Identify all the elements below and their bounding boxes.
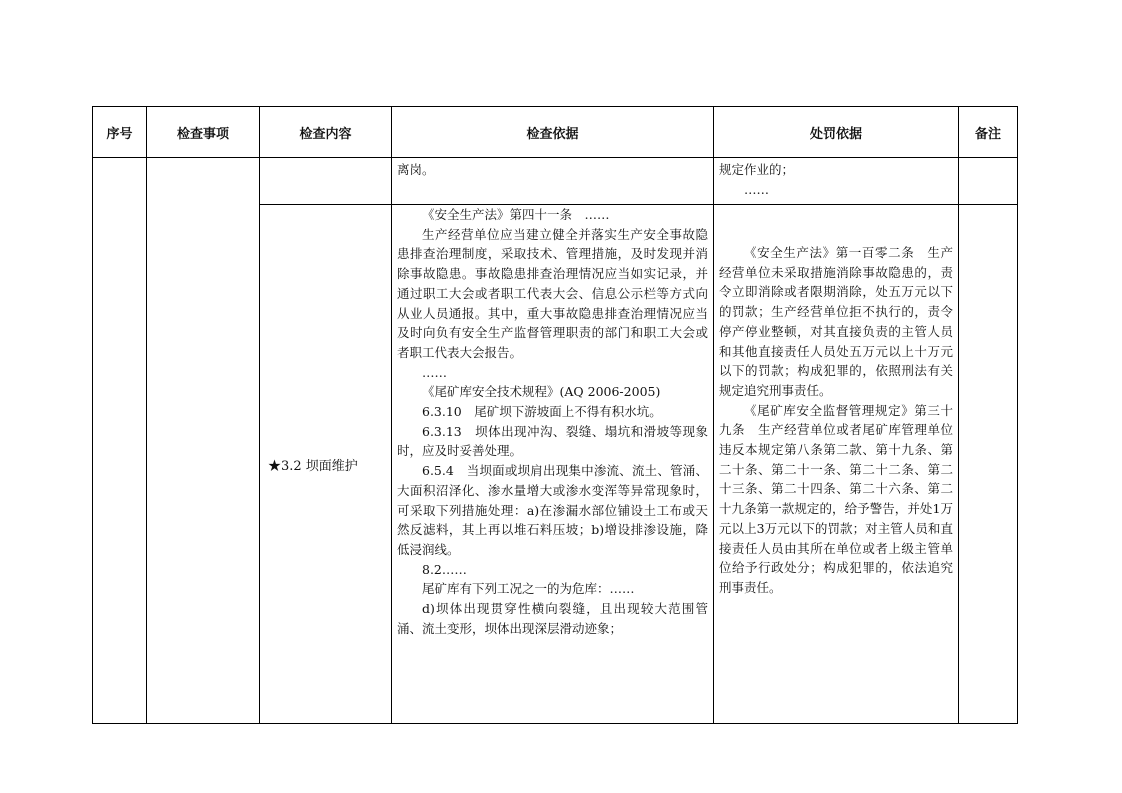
penalty-paragraph: 《尾矿库安全监督管理规定》第三十九条 生产经营单位或者尾矿库管理单位违反本规定第八条第二款、第十九条、第二十条、第二十一条、第二十二条、第二十三条、第二十四条、第二十六条、第二十九条第一款规定的，给予警告，并处1万元以上3万元以下的罚款；对主管人员和直接责任人员由其所在单位或者上级主管单位给予行政处分；构成犯罪的，依法追究刑事责任。 — [719, 402, 953, 595]
content-cell: ★3.2 坝面维护 — [260, 205, 392, 724]
header-basis: 检查依据 — [392, 107, 714, 158]
header-seq: 序号 — [93, 107, 147, 158]
basis-paragraph: 《尾矿库安全技术规程》(AQ 2006-2005) — [422, 384, 661, 400]
penalty-ellipsis: …… — [744, 181, 769, 197]
remark-cell — [959, 205, 1018, 724]
basis-paragraph: 生产经营单位应当建立健全并落实生产安全事故隐患排查治理制度，采取技术、管理措施，及时发现并消除事故隐患。事故隐患排查治理情况应当如实记录，并通过职工大会或者职工代表大会、信息公示栏等方式向从业人员通报。其中，重大事故隐患排查治理情况应当及时向负有安全生产监督管理职责的部门和职工大会或者职工代表大会报告。 — [397, 226, 708, 360]
inspection-table — [92, 106, 1018, 724]
penalty-text: 规定作业的； — [719, 162, 795, 177]
basis-paragraph: 6.3.13 坝体出现冲沟、裂缝、塌坑和滑坡等现象时，应及时妥善处理。 — [397, 423, 708, 459]
item-cell — [147, 158, 260, 724]
basis-paragraph: 《安全生产法》第四十一条 …… — [422, 207, 610, 222]
header-content: 检查内容 — [260, 107, 392, 158]
penalty-paragraph: 《安全生产法》第一百零二条 生产经营单位未采取措施消除事故隐患的，责令立即消除或者限期消除，处五万元以下的罚款；生产经营单位拒不执行的，责令停产停业整顿，对其直接负责的主管人员和其他直接责任人员处五万元以上十万元以下的罚款；构成犯罪的，依照刑法有关规定追究刑事责任。 — [719, 245, 953, 398]
basis-paragraph: 6.5.4 当坝面或坝肩出现集中渗流、流土、管涌、大面积沼泽化、渗水量增大或渗水变浑等异常现象时，可采取下列措施处理：a)在渗漏水部位铺设土工布或天然反滤料，其上再以堆石料压坡；b)增设排渗设施，降低浸润线。 — [397, 463, 708, 557]
header-item: 检查事项 — [147, 107, 260, 158]
header-remark: 备注 — [959, 107, 1018, 158]
basis-paragraph: 尾矿库有下列工况之一的为危库：…… — [422, 581, 635, 597]
basis-text: 离岗。 — [397, 162, 435, 177]
header-penalty: 处罚依据 — [714, 107, 959, 158]
basis-paragraph: d)坝体出现贯穿性横向裂缝，且出现较大范围管涌、流土变形，坝体出现深层滑动迹象； — [397, 601, 708, 636]
seq-cell — [93, 158, 147, 724]
basis-cell — [392, 205, 714, 724]
table-row — [93, 158, 1018, 205]
basis-paragraph: …… — [422, 364, 447, 380]
remark-cell — [959, 158, 1018, 205]
basis-paragraph: 6.3.10 尾矿坝下游坡面上不得有积水坑。 — [422, 404, 662, 420]
table-header-row — [93, 107, 1018, 158]
content-cell — [260, 158, 392, 205]
basis-cell — [392, 158, 714, 205]
basis-paragraph: 8.2…… — [422, 561, 467, 577]
penalty-cell — [714, 158, 959, 205]
penalty-cell — [714, 205, 959, 724]
